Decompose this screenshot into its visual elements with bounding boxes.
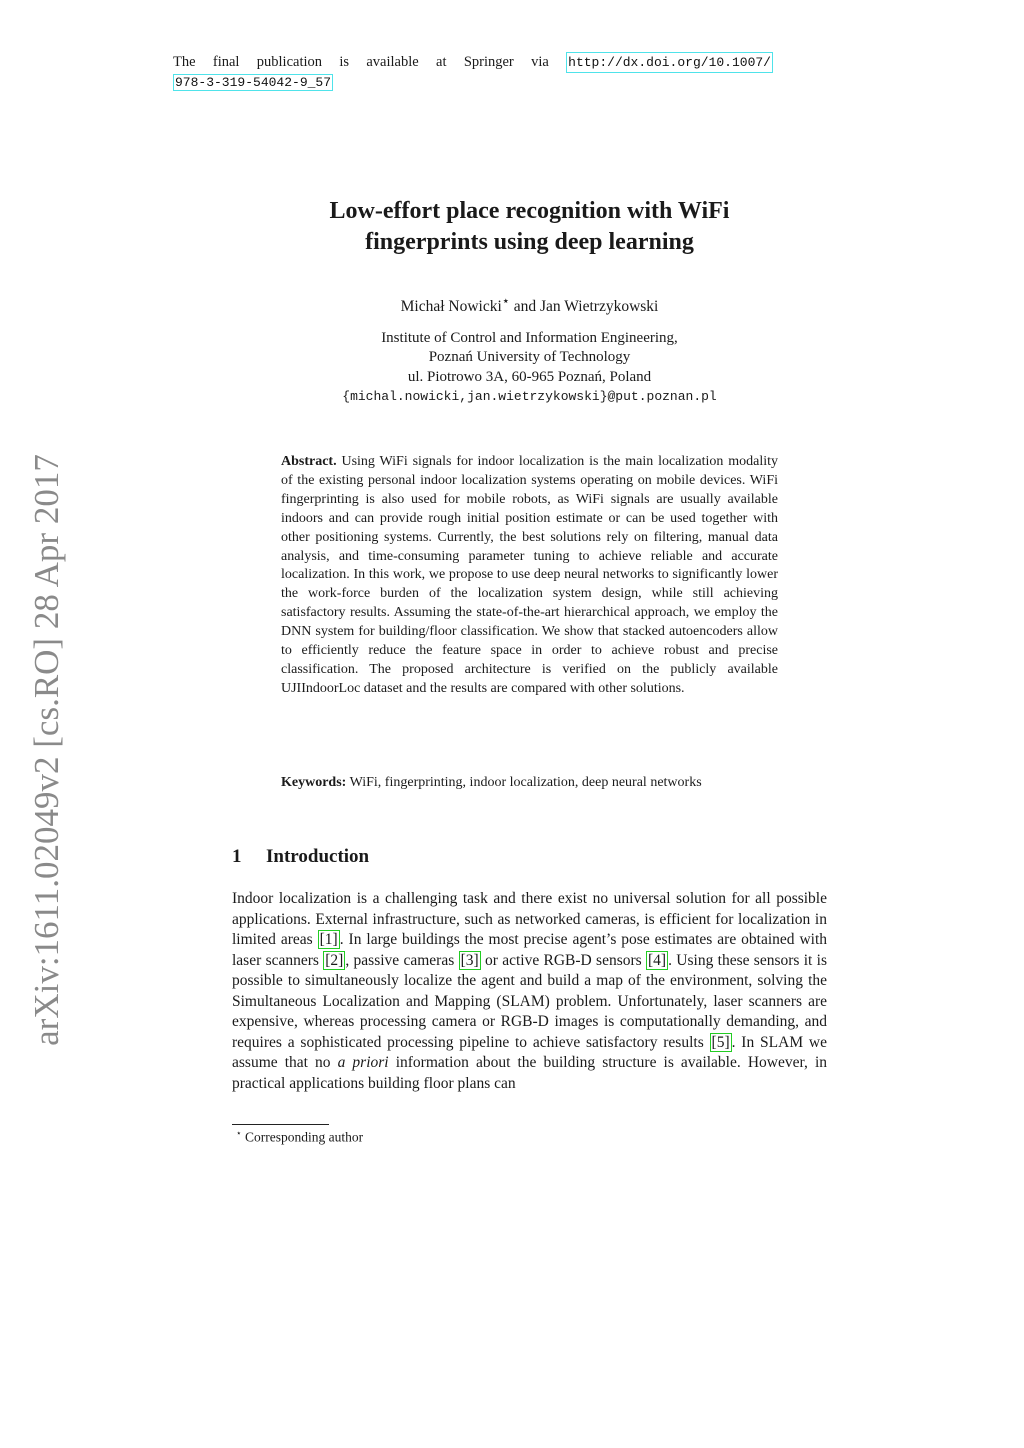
intro-text: information about the building structure is available. However, in practical applications building floor plans can [232, 1054, 828, 1092]
keywords [281, 774, 778, 793]
footnote-text: Corresponding author [241, 1129, 364, 1145]
citation-link[interactable]: [1] [319, 931, 338, 948]
section-number: 1 [232, 846, 242, 867]
pub-note-word: is [339, 54, 350, 70]
intro-text: . Using these sensors it is possible to simultaneously localize the agent and build a map of the environment, solving the Simultaneous Localization and Mapping (SLAM) problem. Unfortunately, laser scanners are expensive, whereas processing camera or RGB-D images is computationally demanding, and requires a sophisticated processing pipeline to achieve satisfactory results [232, 951, 828, 1051]
footnote-divider [232, 1124, 329, 1125]
affiliation-line-3: ul. Piotrowo 3A, 60-965 Poznań, Poland [407, 368, 652, 385]
pub-note-word: The [173, 54, 196, 70]
abstract-text: Using WiFi signals for indoor localization is the main localization modality of the existing personal indoor localization systems operating on mobile devices. WiFi fingerprinting is also used for mobile robots, as WiFi signals are usually available indoors and can provide rough initial position estimate or can be used together with other positioning systems. Currently, the best solutions rely on filtering, manual data analysis, and time-consuming parameter tuning to achieve reliable and accurate localization. In this work, we propose to use deep neural networks to significantly lower the work-force burden of the localization system design, while still achieving satisfactory results. Assuming the state-of-the-art hierarchical approach, we employ the DNN system for building/floor classification. We show that stacked autoencoders allow to efficiently reduce the feature space in order to achieve robust and precise classification. The proposed architecture is verified on the publicly available UJIIndoorLoc dataset and the results are compared with other solutions. [281, 454, 778, 696]
arxiv-stamp: arXiv:1611.02049v2 [cs.RO] 28 Apr 2017 [27, 454, 66, 1046]
pub-note-word: available [366, 54, 419, 70]
citation-link[interactable]: [5] [711, 1033, 730, 1051]
citation-link[interactable]: [4] [648, 951, 667, 969]
section-heading [232, 846, 369, 868]
affiliation [232, 329, 827, 406]
intro-text: , passive cameras [345, 951, 459, 969]
affiliation-line-1: Institute of Control and Information Engineering, [381, 330, 678, 346]
keywords-label: Keywords: [281, 775, 347, 790]
footnote [236, 1128, 363, 1146]
pub-note-word: via [531, 54, 549, 70]
pub-note-word: Springer [463, 54, 514, 70]
doi-link-part1[interactable]: http://dx.doi.org/10.1007/ [566, 52, 773, 73]
author-emails: {michal.nowicki,jan.wietrzykowski}@put.poznan.pl [342, 388, 717, 404]
title-line-1: Low-effort place recognition with WiFi [329, 198, 730, 224]
author-list [232, 293, 827, 316]
intro-text: Indoor localization is a challenging task and there exist no universal solution for all possible applications. External infrastructure, such as networked cameras, is efficient for localization in limited areas [232, 890, 827, 948]
intro-paragraph [232, 889, 827, 1094]
abstract-label: Abstract. [281, 454, 337, 469]
abstract [281, 453, 778, 699]
doi-link-part2[interactable]: 978-3-319-54042-9_57 [175, 75, 332, 90]
author-first: Michał Nowicki [400, 298, 502, 316]
affiliation-line-2: Poznań University of Technology [428, 349, 631, 366]
pub-note-word: final [212, 54, 240, 70]
intro-italic: a priori [337, 1054, 389, 1071]
pub-note-word: publication [256, 54, 323, 70]
paper-title [232, 196, 827, 258]
author-marker: ⋆ [501, 293, 510, 308]
citation-link[interactable]: [2] [325, 951, 344, 969]
intro-text: . In SLAM we assume that no [232, 1033, 827, 1071]
keywords-text: WiFi, fingerprinting, indoor localization, deep neural networks [349, 775, 702, 790]
author-rest: and Jan Wietrzykowski [509, 298, 659, 316]
pub-note-word: at [436, 54, 447, 70]
citation-link[interactable]: [3] [460, 951, 479, 969]
title-line-2: fingerprints using deep learning [365, 229, 694, 255]
intro-text: . In large buildings the most precise agent’s pose estimates are obtained with laser scanners [232, 931, 828, 969]
publication-note [173, 52, 773, 92]
intro-text: or active RGB-D sensors [480, 951, 647, 969]
footnote-marker: ⋆ [236, 1128, 242, 1138]
section-title: Introduction [266, 846, 370, 867]
